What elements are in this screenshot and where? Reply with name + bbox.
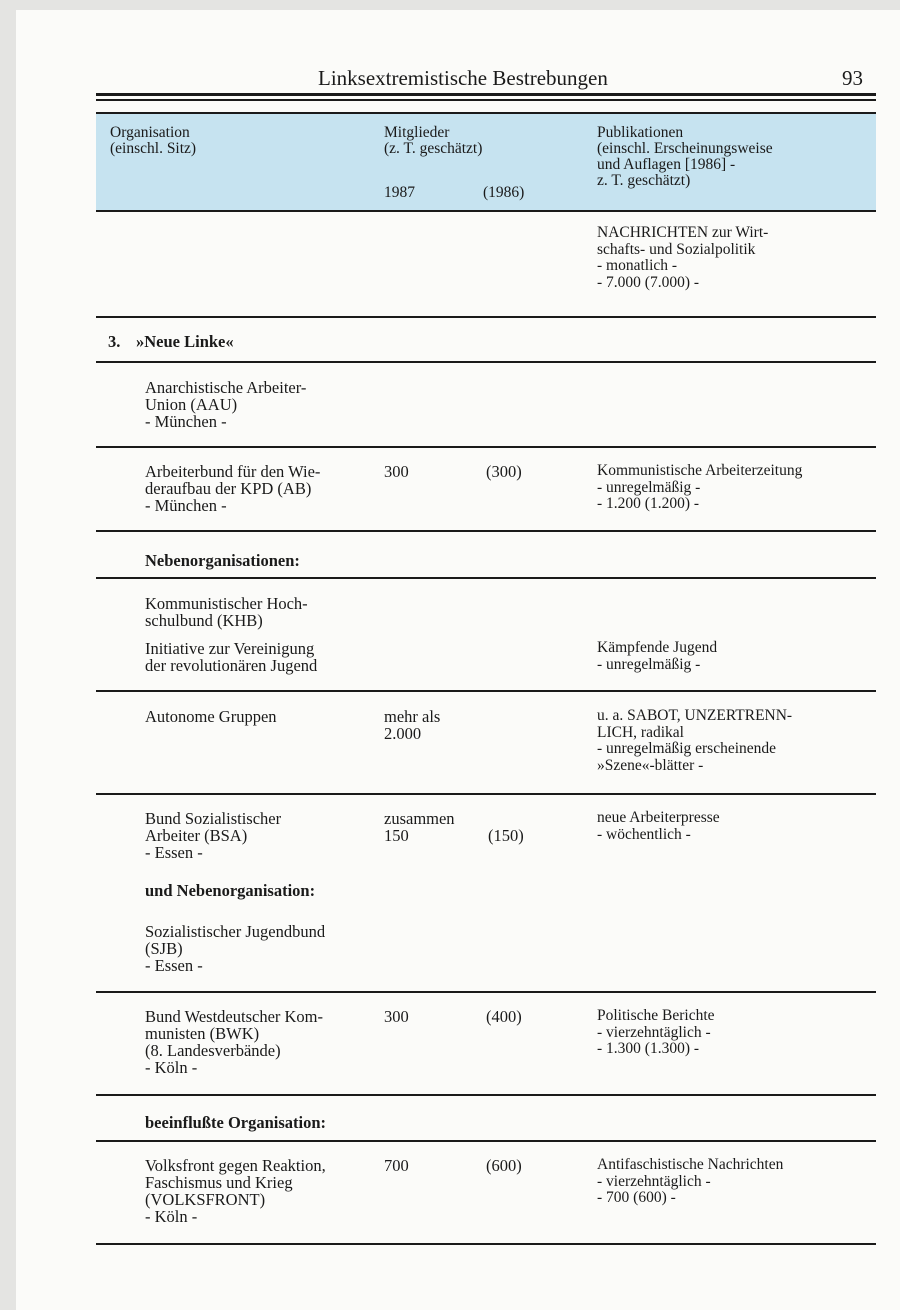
ab-publication: Kommunistische Arbeiterzeitung - unregelmäßig - - 1.200 (1.200) -	[597, 462, 803, 512]
header-publikationen: Publikationen (einschl. Erscheinungsweise und Auflagen [1986] - z. T. geschätzt)	[597, 124, 773, 189]
table-rule-bottom	[96, 1243, 876, 1245]
table-rule-top	[96, 112, 876, 114]
header-year-1986: (1986)	[483, 184, 525, 201]
bwk-publication: Politische Berichte - vierzehntäglich - - 1.300 (1.300) -	[597, 1007, 715, 1057]
nachrichten-publication: NACHRICHTEN zur Wirt- schafts- und Sozialpolitik - monatlich - - 7.000 (7.000) -	[597, 224, 769, 291]
volksfront-publication: Antifaschistische Nachrichten - vierzehntäglich - - 700 (600) -	[597, 1156, 784, 1206]
bsa-publication: neue Arbeiterpresse - wöchentlich -	[597, 809, 720, 843]
bwk-organisation: Bund Westdeutscher Kom- munisten (BWK) (8. Landesverbände) - Köln -	[145, 1007, 324, 1077]
volksfront-members-1987: 700	[384, 1156, 409, 1175]
ab-members-1986: (300)	[486, 462, 522, 481]
initiative-publication: Kämpfende Jugend - unregelmäßig -	[597, 639, 718, 673]
bsa-members-1986: (150)	[488, 826, 524, 845]
autonome-members-1987: mehr als 2.000	[384, 707, 441, 743]
beeinflusste-organisation-heading: beeinflußte Organisation:	[145, 1113, 327, 1132]
section-number: 3.	[108, 332, 121, 351]
header-rule-bottom	[96, 210, 876, 212]
row-divider	[96, 1140, 876, 1142]
khb-organisation: Kommunistischer Hoch- schulbund (KHB)	[145, 594, 308, 630]
bwk-members-1986: (400)	[486, 1007, 522, 1026]
ab-organisation: Arbeiterbund für den Wie- deraufbau der KPD (AB) - München -	[145, 462, 321, 515]
ab-members-1987: 300	[384, 462, 409, 481]
bsa-members-1987: zusammen 150	[384, 809, 455, 845]
running-title: Linksextremistische Bestrebungen	[318, 66, 608, 90]
bwk-members-1987: 300	[384, 1007, 409, 1026]
header-organisation: Organisation (einschl. Sitz)	[110, 124, 197, 157]
row-divider	[96, 361, 876, 363]
row-divider	[96, 316, 876, 318]
volksfront-members-1986: (600)	[486, 1156, 522, 1175]
header-rule-top	[96, 93, 876, 96]
header-mitglieder: Mitglieder (z. T. geschätzt)	[384, 124, 483, 157]
header-year-1987: 1987	[384, 184, 415, 201]
row-divider	[96, 577, 876, 579]
bsa-organisation: Bund Sozialistischer Arbeiter (BSA) - Essen -	[145, 809, 282, 862]
page-number: 93	[842, 66, 863, 90]
row-divider	[96, 690, 876, 692]
nebenorganisationen-heading: Nebenorganisationen:	[145, 551, 300, 570]
initiative-organisation: Initiative zur Vereinigung der revolutionären Jugend	[145, 639, 318, 675]
autonome-publication: u. a. SABOT, UNZERTRENN- LICH, radikal - unregelmäßig erscheinende »Szene«-blätter -	[597, 707, 793, 774]
header-rule-double	[96, 99, 876, 101]
row-divider	[96, 446, 876, 448]
row-divider	[96, 793, 876, 795]
volksfront-organisation: Volksfront gegen Reaktion, Faschismus und Krieg (VOLKSFRONT) - Köln -	[145, 1156, 326, 1226]
row-divider	[96, 991, 876, 993]
sjb-organisation: Sozialistischer Jugendbund (SJB) - Essen -	[145, 922, 326, 975]
section-title: »Neue Linke«	[136, 332, 234, 351]
aau-organisation: Anarchistische Arbeiter- Union (AAU) - München -	[145, 378, 307, 431]
autonome-organisation: Autonome Gruppen	[145, 707, 277, 726]
row-divider	[96, 530, 876, 532]
row-divider	[96, 1094, 876, 1096]
und-nebenorganisation-heading: und Nebenorganisation:	[145, 881, 316, 900]
